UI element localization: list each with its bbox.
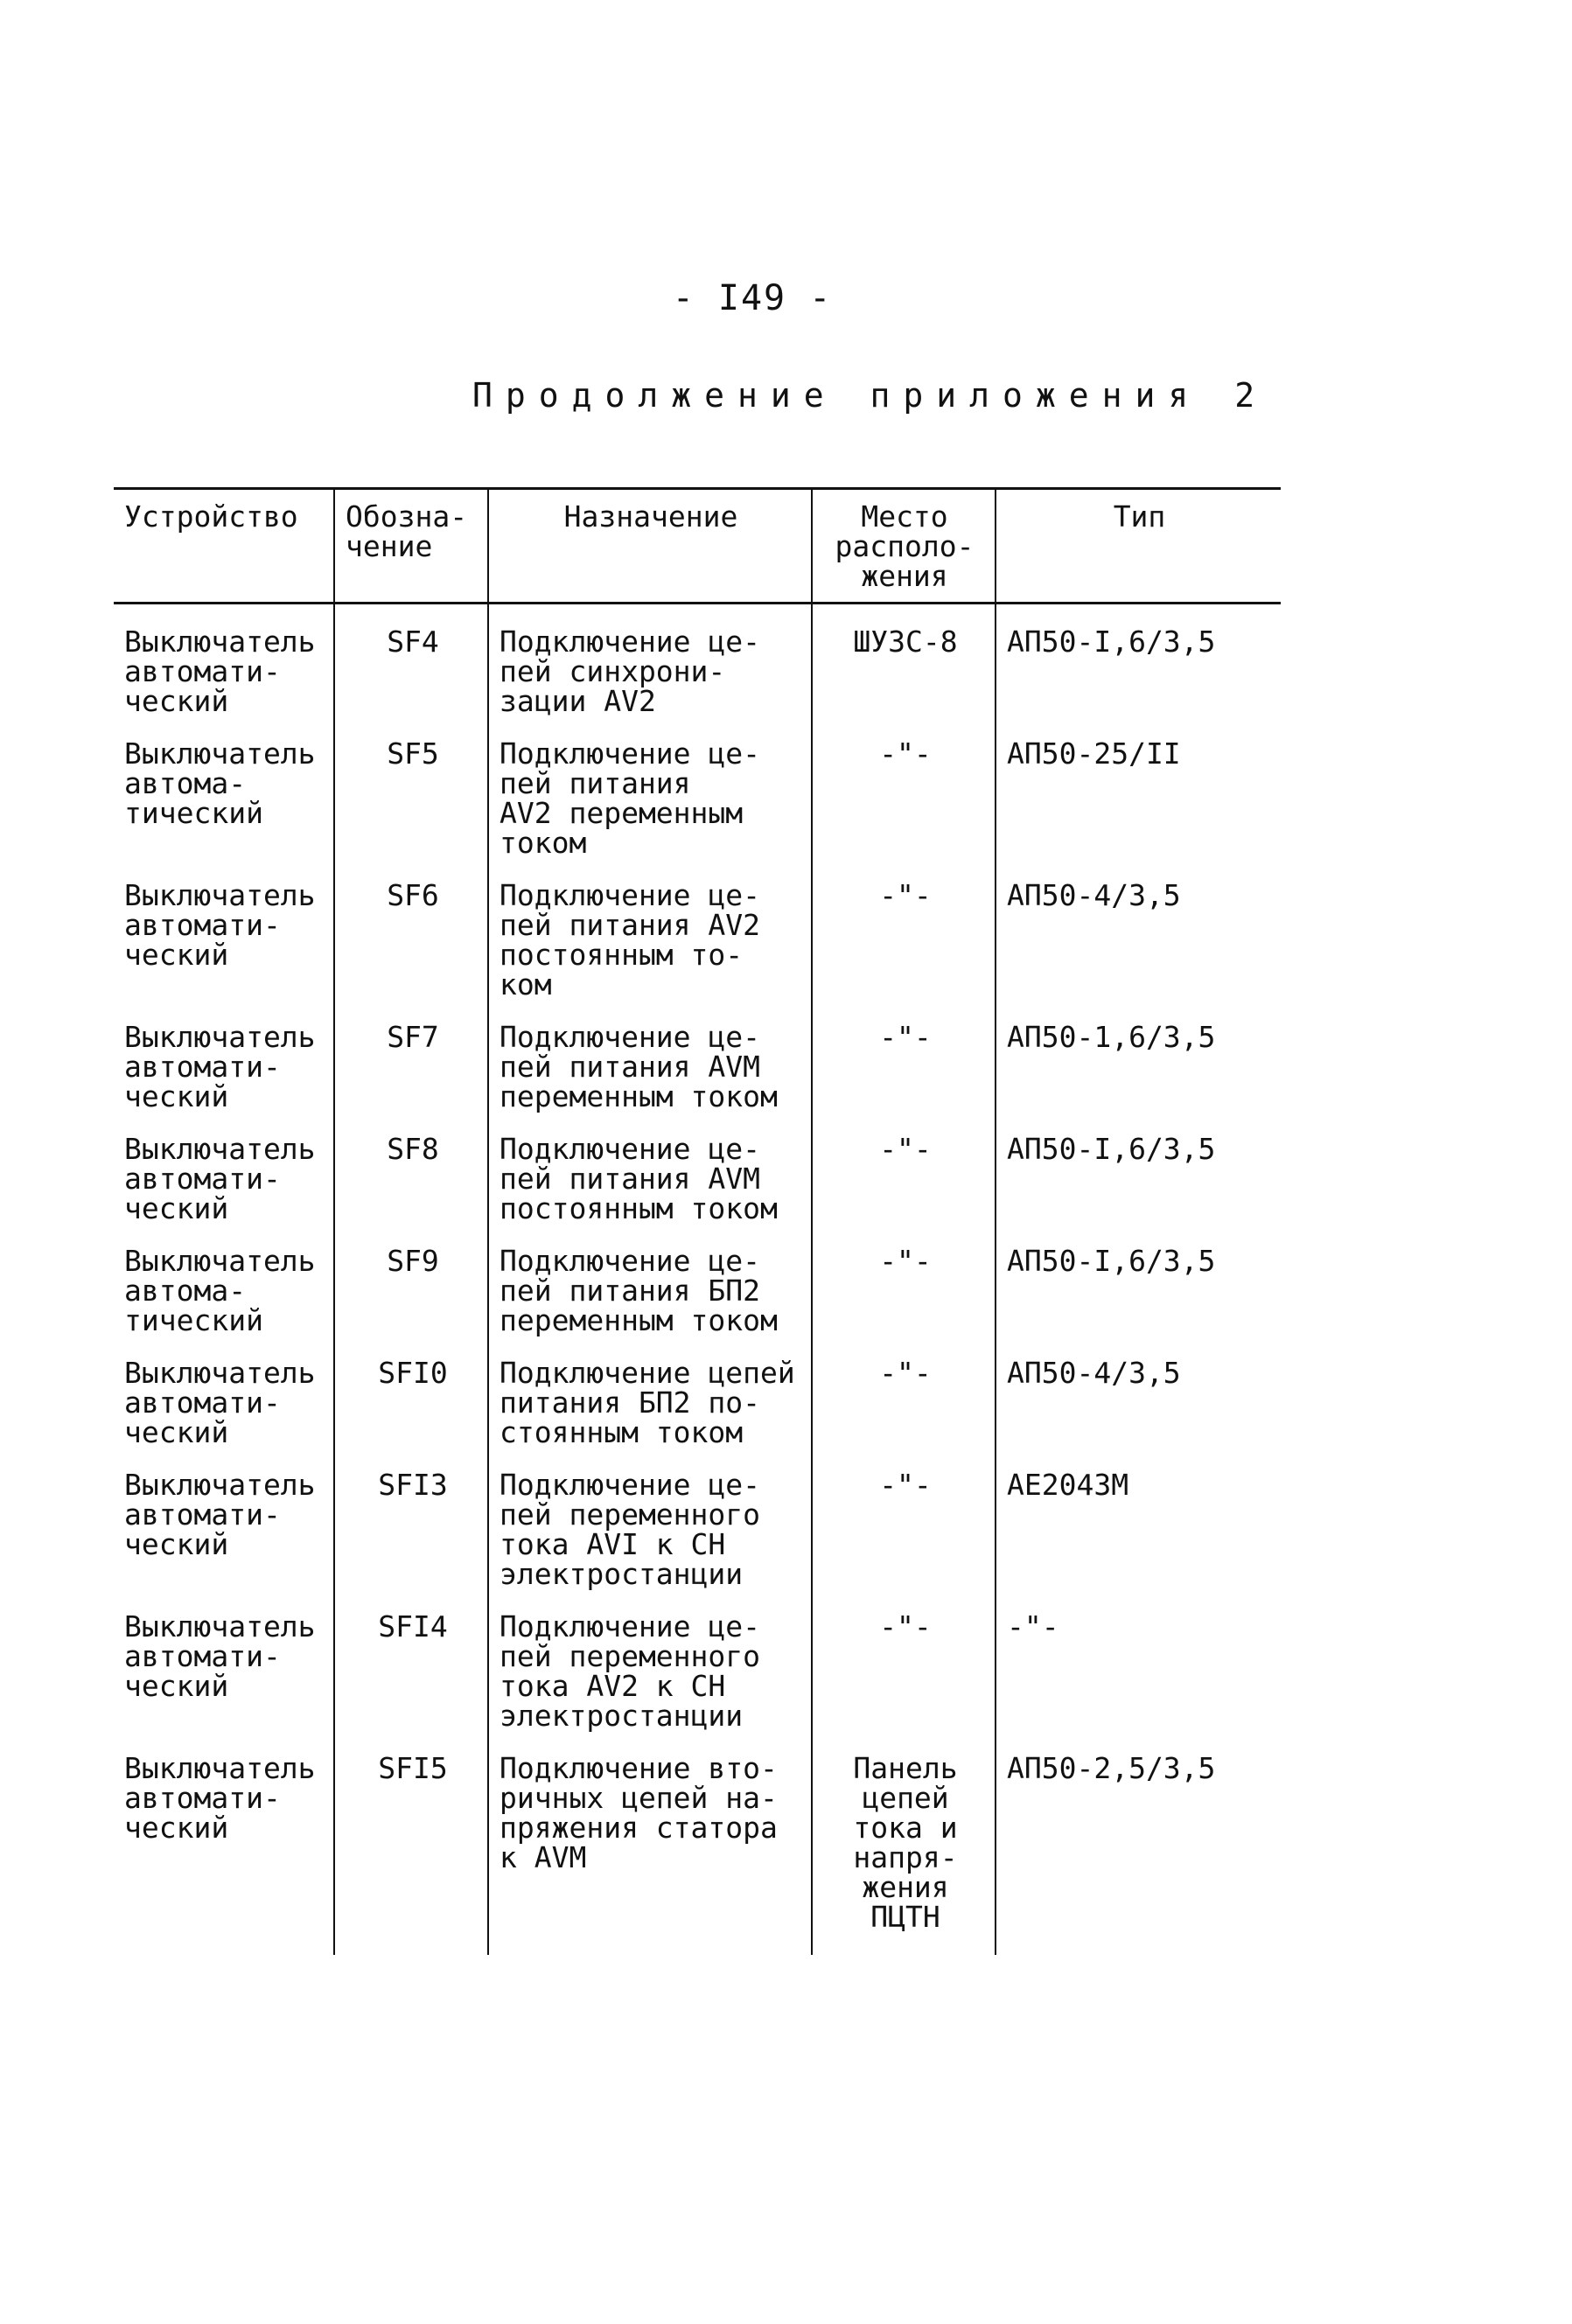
table-row [114, 881, 1281, 1000]
cell-purpose: Подключение це- пей питания AVM переменным током [488, 1022, 812, 1112]
cell-location: -"- [812, 1134, 996, 1224]
cell-purpose: Подключение це- пей питания БП2 переменным током [488, 1246, 812, 1336]
table-spacer [114, 1932, 1281, 1955]
cell-purpose: Подключение вто- ричных цепей на- пряжения статора к AVM [488, 1754, 812, 1932]
table-row [114, 1358, 1281, 1448]
header-type: Тип [996, 489, 1281, 604]
cell-device: Выключатель автомати- ческий [124, 1020, 316, 1113]
cell-designation: SF4 [334, 627, 488, 716]
cell-designation: SF9 [334, 1246, 488, 1336]
table-row [114, 1246, 1281, 1336]
cell-location: -"- [812, 739, 996, 858]
cell-purpose: Подключение це- пей переменного тока AV2 к СН электростанции [488, 1612, 812, 1731]
table-row [114, 1470, 1281, 1589]
table-row [114, 739, 1281, 858]
header-purpose: Назначение [488, 489, 812, 604]
cell-designation: SFI5 [334, 1754, 488, 1932]
cell-type: АП50-25/II [996, 739, 1281, 858]
table-row [114, 627, 1281, 716]
cell-type: АП50-4/3,5 [996, 881, 1281, 1000]
cell-location: -"- [812, 881, 996, 1000]
cell-designation: SFI3 [334, 1470, 488, 1589]
table-spacer [114, 604, 1281, 628]
cell-designation: SFI0 [334, 1358, 488, 1448]
table-row [114, 1754, 1281, 1932]
cell-designation: SF7 [334, 1022, 488, 1112]
cell-location: -"- [812, 1022, 996, 1112]
cell-device: Выключатель автомати- ческий [124, 1609, 316, 1703]
table-row [114, 1022, 1281, 1112]
cell-type: АП50-I,6/3,5 [996, 1246, 1281, 1336]
header-designation: Обозна- чение [334, 489, 488, 604]
cell-device: Выключатель автомати- ческий [124, 1356, 316, 1449]
cell-location: -"- [812, 1612, 996, 1731]
page-number: - I49 - [672, 278, 833, 318]
cell-designation: SFI4 [334, 1612, 488, 1731]
cell-type: АП50-1,6/3,5 [996, 1022, 1281, 1112]
cell-purpose: Подключение це- пей переменного тока AVI к СН электростанции [488, 1470, 812, 1589]
cell-type: -"- [996, 1612, 1281, 1731]
cell-purpose: Подключение це- пей питания AVM постоянным током [488, 1134, 812, 1224]
cell-type: АП50-I,6/3,5 [996, 627, 1281, 716]
table-row [114, 1612, 1281, 1731]
cell-device: Выключатель автомати- ческий [124, 1132, 316, 1225]
cell-type: АП50-I,6/3,5 [996, 1134, 1281, 1224]
cell-location: -"- [812, 1470, 996, 1589]
cell-location: ШУЗС-8 [812, 627, 996, 716]
cell-device: Выключатель автома- тический [124, 736, 316, 830]
cell-device: Выключатель автома- тический [124, 1244, 316, 1337]
cell-location: -"- [812, 1358, 996, 1448]
equipment-table [114, 487, 1281, 1955]
cell-location: -"- [812, 1246, 996, 1336]
header-location: Место располо- жения [812, 489, 996, 604]
cell-device: Выключатель автомати- ческий [124, 1751, 316, 1845]
cell-type: АЕ2043М [996, 1470, 1281, 1589]
cell-purpose: Подключение цепей питания БП2 по- стоянным током [488, 1358, 812, 1448]
cell-device: Выключатель автомати- ческий [124, 878, 316, 972]
table-header-row [114, 489, 1281, 604]
cell-device: Выключатель автомати- ческий [124, 625, 316, 718]
cell-purpose: Подключение це- пей питания AV2 переменным током [488, 739, 812, 858]
cell-designation: SF5 [334, 739, 488, 858]
cell-designation: SF6 [334, 881, 488, 1000]
continuation-heading: Продолжение приложения 2 [472, 376, 1268, 415]
table-row [114, 1134, 1281, 1224]
cell-location: Панель цепей тока и напря- жения ПЦТН [812, 1754, 996, 1932]
cell-type: АП50-4/3,5 [996, 1358, 1281, 1448]
cell-designation: SF8 [334, 1134, 488, 1224]
cell-device: Выключатель автомати- ческий [124, 1468, 316, 1561]
header-device: Устройство [114, 489, 334, 604]
cell-purpose: Подключение це- пей питания AV2 постоянным то- ком [488, 881, 812, 1000]
cell-purpose: Подключение це- пей синхрони- зации AV2 [488, 627, 812, 716]
cell-type: АП50-2,5/3,5 [996, 1754, 1281, 1932]
